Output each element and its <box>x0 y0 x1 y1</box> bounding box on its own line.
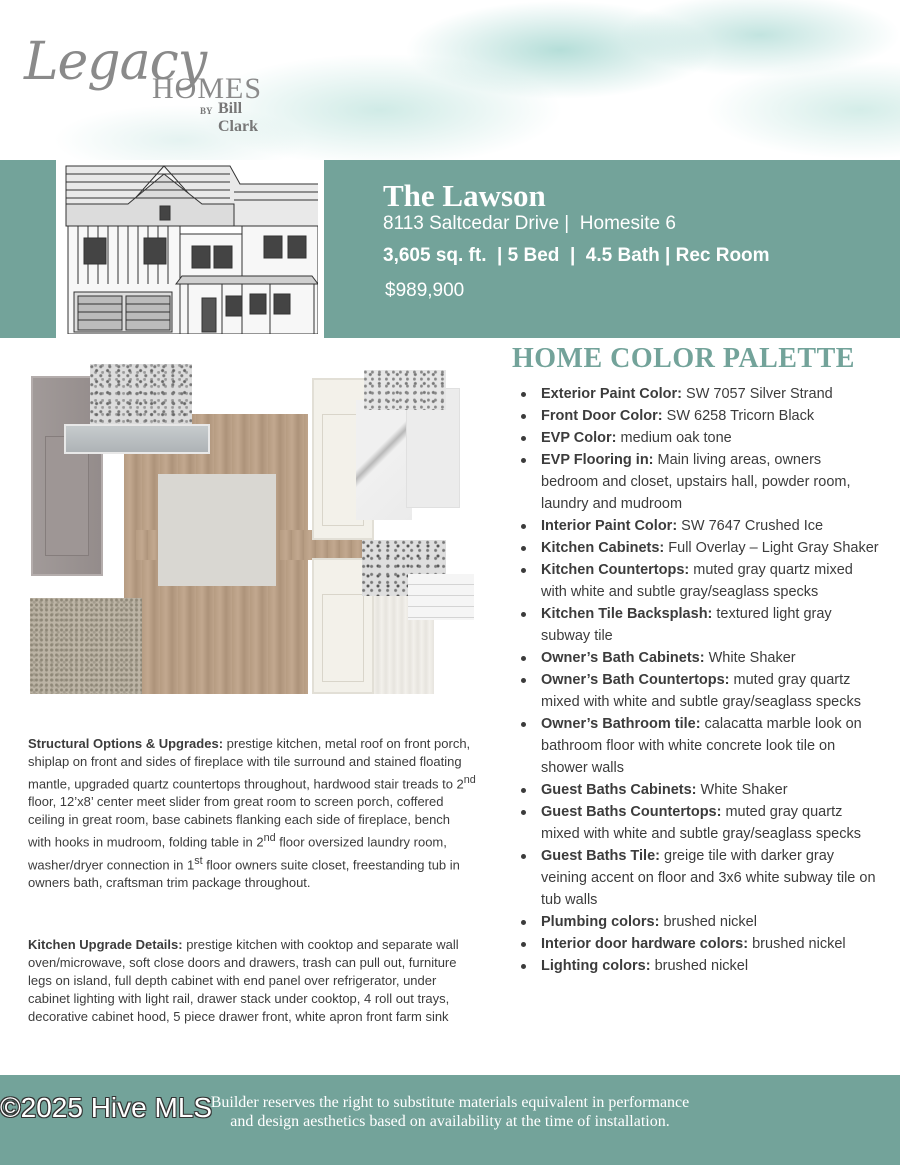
list-item: Guest Baths Tile: greige tile with darker gray veining accent on floor and 3x6 white subway tile on tub walls <box>512 845 882 911</box>
white-subway-tile-sample <box>408 574 474 620</box>
list-item: Guest Baths Cabinets: White Shaker <box>512 779 882 801</box>
mls-watermark: ©2025 Hive MLS <box>0 1092 213 1123</box>
house-drawing-icon <box>64 164 318 334</box>
carpet-sample <box>30 598 142 694</box>
list-item: Kitchen Countertops: muted gray quartz mixed with white and subtle gray/seaglass specks <box>512 559 882 603</box>
list-item: EVP Flooring in: Main living areas, owners bedroom and closet, upstairs hall, powder room, laundry and mudroom <box>512 449 882 515</box>
house-elevation-image <box>56 160 324 338</box>
list-item: Kitchen Tile Backsplash: textured light gray subway tile <box>512 603 882 647</box>
gray-subway-tile-sample <box>64 424 210 454</box>
list-item: Exterior Paint Color: SW 7057 Silver Strand <box>512 383 882 405</box>
list-item: Owner’s Bathroom tile: calacatta marble look on bathroom floor with white concrete look tile on shower walls <box>512 713 882 779</box>
kitchen-quartz-sample <box>90 364 192 432</box>
list-item: Lighting colors: brushed nickel <box>512 955 882 977</box>
legacy-homes-logo <box>24 32 284 135</box>
kitchen-upgrade-paragraph: Kitchen Upgrade Details: prestige kitchen with cooktop and separate wall oven/microwave, soft close doors and drawers, trash can pull out, furniture legs on island, full depth cabinet with end panel over refrigerator, under cabinet lighting with light rail, drawer stack under cooktop, 4 roll out trays, decorative cabinet hood, 5 piece drawer front, white apron front farm sink <box>28 937 459 1024</box>
home-title: The Lawson <box>383 178 546 213</box>
material-samples-collage <box>28 362 488 694</box>
palette-list <box>512 383 882 977</box>
list-item: Plumbing colors: brushed nickel <box>512 911 882 933</box>
logo-homes: HOMES <box>152 72 263 105</box>
list-item: Interior Paint Color: SW 7647 Crushed Ice <box>512 515 882 537</box>
home-price: $989,900 <box>385 280 465 301</box>
list-item: Owner’s Bath Countertops: muted gray quartz mixed with white and subtle gray/seaglass specks <box>512 669 882 713</box>
footer-disclaimer-line-2: and design aesthetics based on availability at the time of installation. <box>230 1113 670 1130</box>
list-item: Kitchen Cabinets: Full Overlay – Light Gray Shaker <box>512 537 882 559</box>
greige-tile-sample <box>158 474 276 586</box>
list-item: Owner’s Bath Cabinets: White Shaker <box>512 647 882 669</box>
footer-disclaimer-line-1: Builder reserves the right to substitute materials equivalent in performance <box>210 1094 690 1111</box>
home-specs: 3,605 sq. ft. | 5 Bed | 4.5 Bath | Rec Room <box>383 245 770 266</box>
list-item: EVP Color: medium oak tone <box>512 427 882 449</box>
list-item: Guest Baths Countertops: muted gray quartz mixed with white and subtle gray/seaglass specks <box>512 801 882 845</box>
owners-bath-quartz-sample <box>364 370 446 410</box>
list-item: Front Door Color: SW 6258 Tricorn Black <box>512 405 882 427</box>
palette-heading: HOME COLOR PALETTE <box>512 343 855 374</box>
logo-script: Legacy <box>24 32 207 92</box>
home-address: 8113 Saltcedar Drive | Homesite 6 <box>383 213 676 234</box>
logo-builder-name: Bill Clark <box>218 100 258 135</box>
structural-options-paragraph: Structural Options & Upgrades: prestige kitchen, metal roof on front porch, shiplap on front and sides of fireplace with tile surround and stained floating mantle, upgraded quartz countertops throughout, hardwood stair treads to 2nd floor, 12’x8’ center meet slider from great room to screen porch, coffered ceiling in great room, base cabinets flanking each side of fireplace, bench with hooks in mudroom, folding table in 2nd floor oversized laundry room, washer/dryer connection in 1st floor owners suite closet, freestanding tub in owners bath, craftsman trim package throughout. <box>28 736 476 890</box>
logo-by: BY <box>200 106 213 116</box>
list-item: Interior door hardware colors: brushed nickel <box>512 933 882 955</box>
calacatta-marble-tile-sample <box>356 400 412 520</box>
